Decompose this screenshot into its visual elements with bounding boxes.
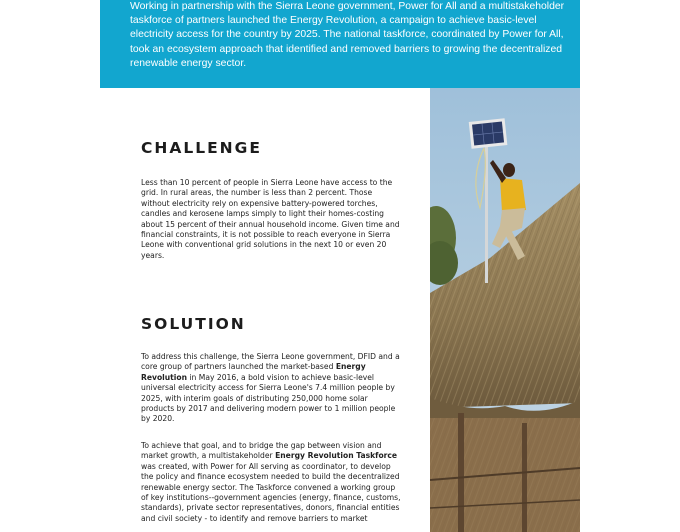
solution-paragraph-1 bbox=[141, 352, 401, 425]
solution-p2-text: To achieve that goal, and to bridge the gap between vision and market growth, a multistakeholder bbox=[141, 441, 382, 461]
energy-revolution-term: Energy Revolution bbox=[141, 362, 366, 382]
energy-revolution-taskforce-term: Energy Revolution Taskforce bbox=[275, 451, 398, 461]
solution-p1-text: To address this challenge, the Sierra Leone government, DFID and a core group of partners launched the market-based bbox=[141, 352, 400, 372]
solution-paragraph-2 bbox=[141, 441, 401, 524]
solar-panel-photo bbox=[430, 88, 580, 532]
intro-banner-text: Working in partnership with the Sierra Leone government, Power for All and a multistakeholder taskforce of partners launched the Energy Revolution, a campaign to achieve basic-level electricity access for the country by 2025. The national taskforce, coordinated by Power for All, took an ecosystem approach that identified and removed barriers to growing the decentralized renewable energy sector. bbox=[130, 1, 565, 69]
challenge-paragraph: Less than 10 percent of people in Sierra Leone have access to the grid. In rural areas, the number is less than 2 percent. Those without electricity rely on expensive battery-powered torches, candles and kerosene lamps simply to light their homes-costing about 15 percent of their annual household income. Given time and financial constraints, it is not possible to reach everyone in Sierra Leone with conventional grid solutions in the next 10 or even 20 years. bbox=[141, 178, 400, 260]
solution-p2-text-end: was created, with Power for All serving as coordinator, to develop the policy and finance ecosystem needed to build the decentralized renewable energy sector. The Taskforce convened a working group of key institutions--government agencies (energy, finance, customs, standards), private sector representatives, donors, financial entities and civil society - to identify and remove barriers to market bbox=[141, 461, 401, 523]
solution-heading: SOLUTION bbox=[141, 315, 246, 333]
challenge-heading: CHALLENGE bbox=[141, 139, 262, 157]
solution-p1-text-end: in May 2016, a bold vision to achieve basic-level universal electricity access for Sierra Leone's 7.4 million people by 2025, with interim goals of distributing 250,000 home solar products by 2017 and delivering modern power to 1 million people by 2020. bbox=[141, 372, 396, 424]
